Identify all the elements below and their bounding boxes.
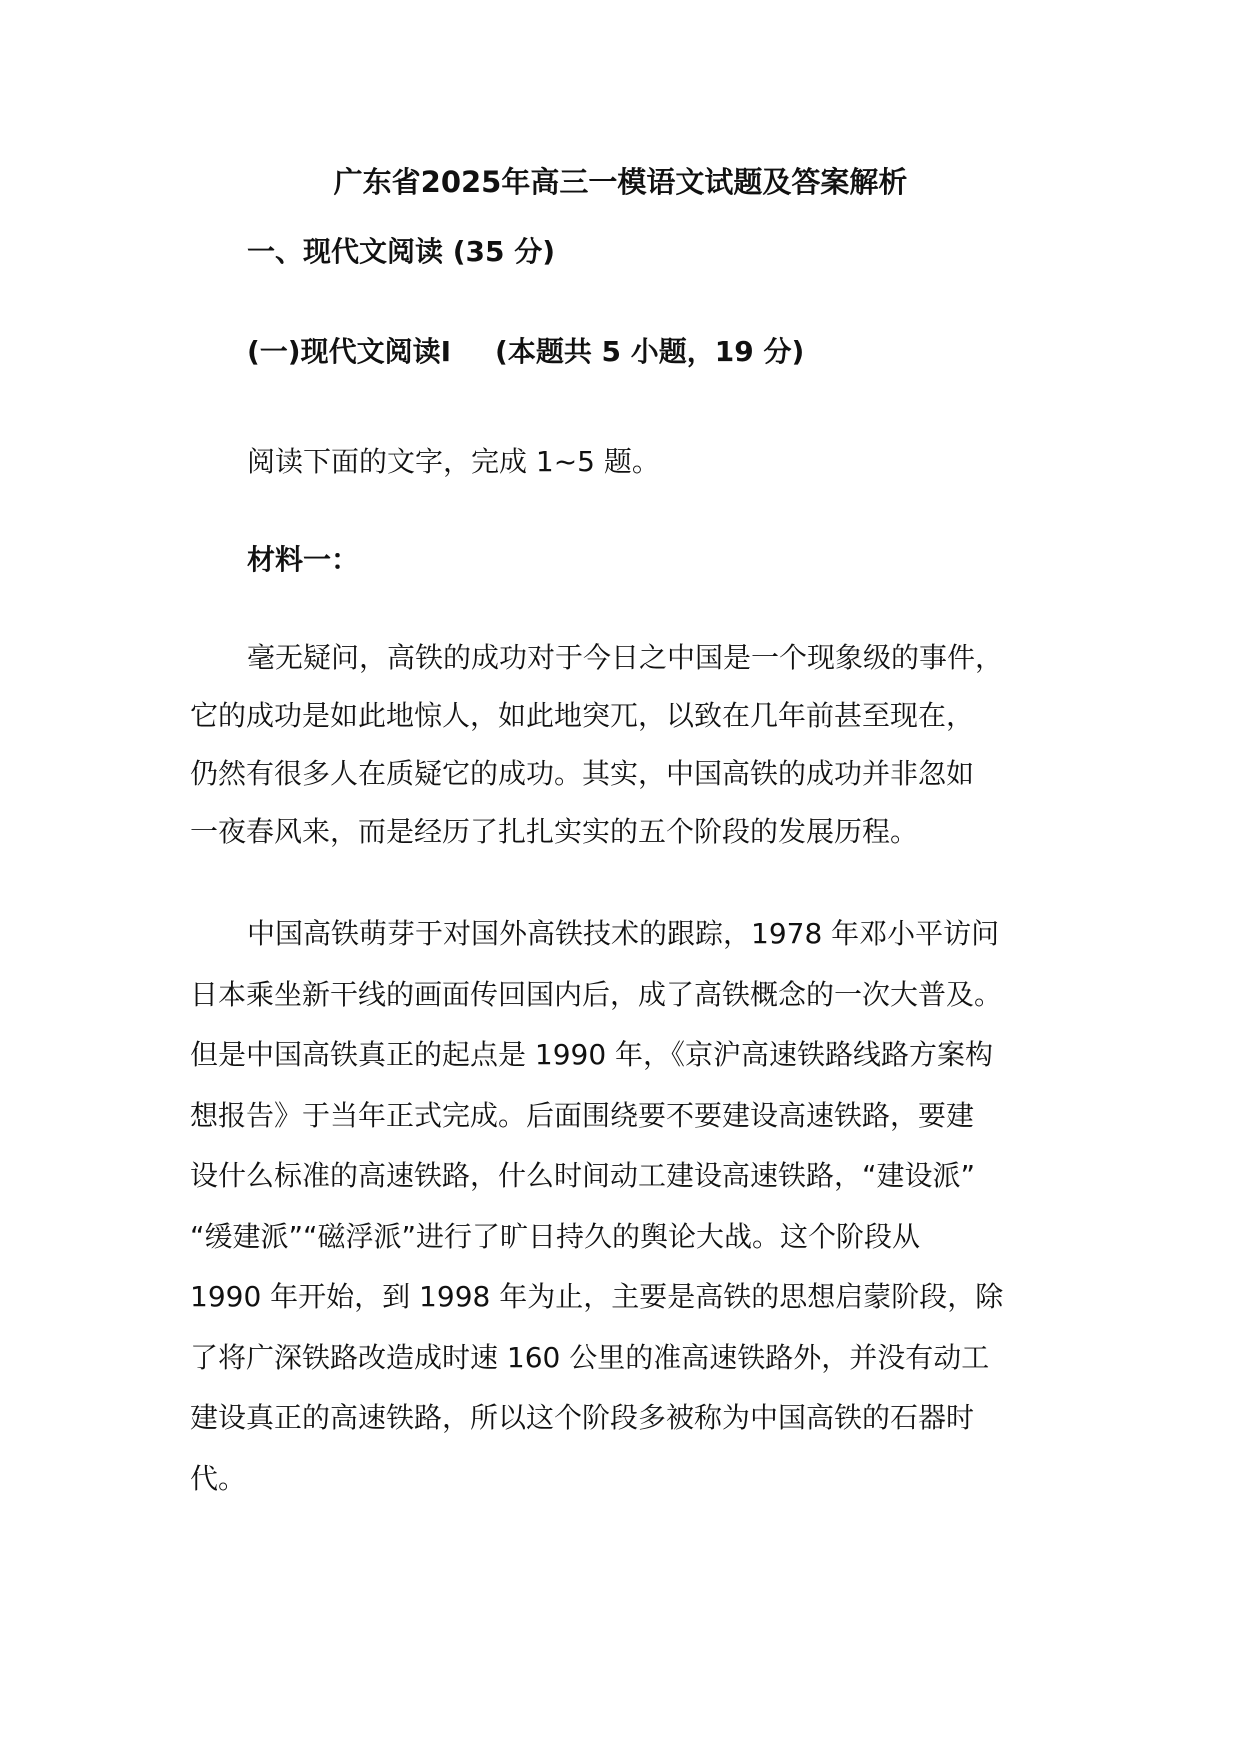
paragraph-line: “缓建派”“磁浮派”进行了旷日持久的舆论大战。这个阶段从 xyxy=(190,1219,921,1253)
paragraph-1 xyxy=(190,629,1070,861)
paragraph-line: 它的成功是如此地惊人，如此地突兀，以致在几年前甚至现在， xyxy=(190,699,975,732)
section-heading-modern-reading: 一、现代文阅读 (35 分) xyxy=(247,235,556,268)
paragraph-line: 1990 年开始，到 1998 年为止，主要是高铁的思想启蒙阶段，除 xyxy=(190,1280,1004,1313)
subsection-heading xyxy=(247,330,804,374)
paragraph-line: 中国高铁萌芽于对国外高铁技术的跟踪，1978 年邓小平访问 xyxy=(247,917,1000,950)
paragraph-line: 设什么标准的高速铁路，什么时间动工建设高速铁路，“建设派” xyxy=(190,1159,976,1192)
reading-instruction: 阅读下面的文字，完成 1~5 题。 xyxy=(247,445,660,478)
paragraph-line: 建设真正的高速铁路，所以这个阶段多被称为中国高铁的石器时 xyxy=(190,1401,975,1434)
paragraph-line: 想报告》于当年正式完成。后面围绕要不要建设高速铁路，要建 xyxy=(190,1098,975,1132)
paragraph-2 xyxy=(190,904,1070,1509)
paragraph-line: 了将广深铁路改造成时速 160 公里的准高速铁路外，并没有动工 xyxy=(190,1340,990,1374)
subsection-note: (本题共 5 小题，19 分) xyxy=(495,335,805,368)
paragraph-line: 毫无疑问，高铁的成功对于今日之中国是一个现象级的事件， xyxy=(247,641,1004,674)
paragraph-line: 仍然有很多人在质疑它的成功。其实，中国高铁的成功并非忽如 xyxy=(190,757,975,790)
paragraph-line: 但是中国高铁真正的起点是 1990 年，《京沪高速铁路线路方案构 xyxy=(190,1038,994,1071)
paragraph-line: 代。 xyxy=(190,1461,247,1495)
document-title: 广东省2025年高三一模语文试题及答案解析 xyxy=(333,165,908,199)
material-label: 材料一： xyxy=(247,543,360,576)
subsection-label: (一)现代文阅读Ⅰ xyxy=(247,335,452,368)
paragraph-line: 一夜春风来，而是经历了扎扎实实的五个阶段的发展历程。 xyxy=(190,815,919,848)
paragraph-line: 日本乘坐新干线的画面传回国内后，成了高铁概念的一次大普及。 xyxy=(190,977,1003,1011)
